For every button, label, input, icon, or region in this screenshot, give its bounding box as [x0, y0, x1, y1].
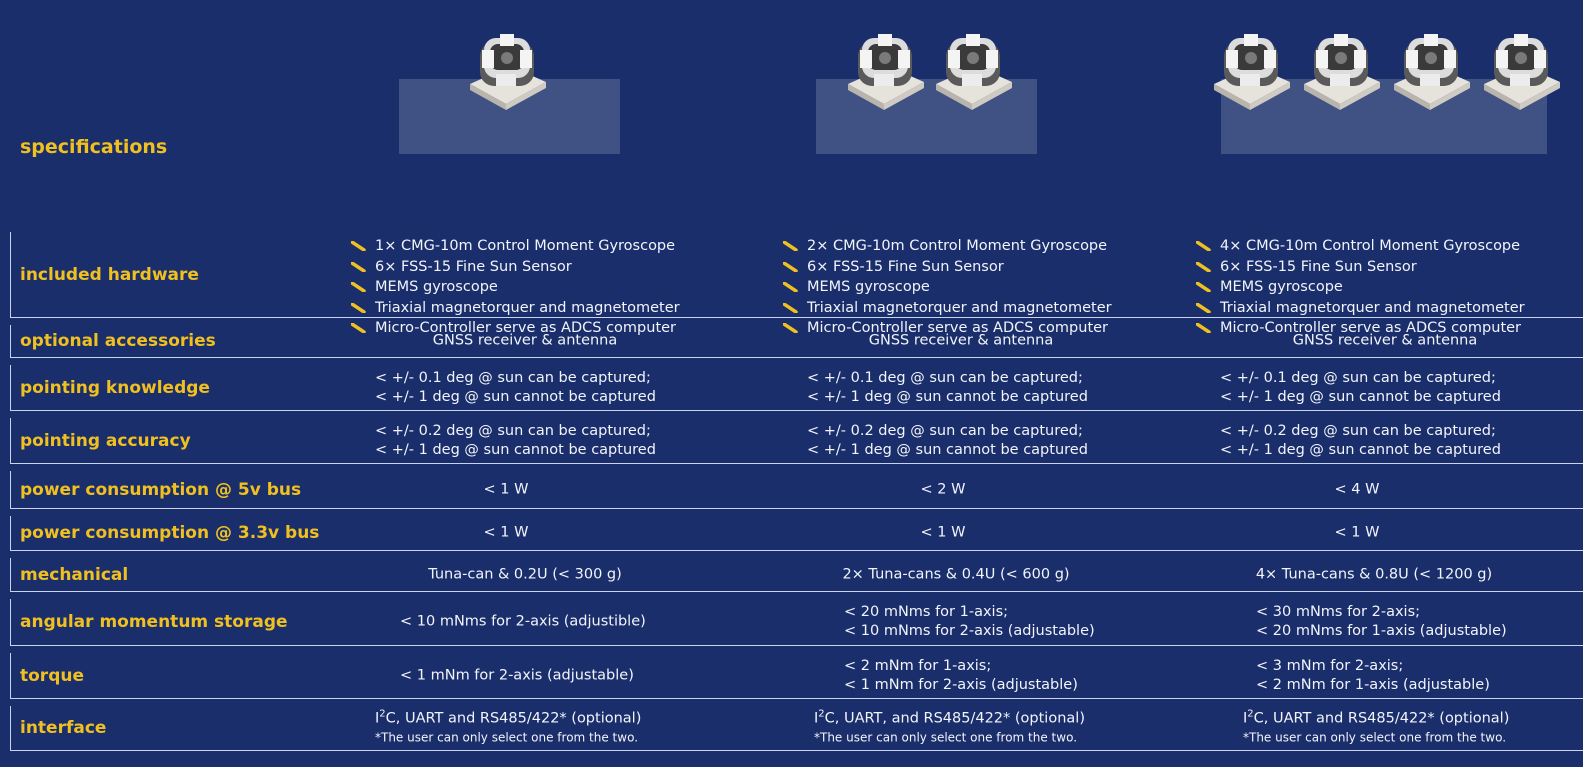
slash-bullet-icon: [351, 303, 366, 313]
slash-bullet-icon: [1196, 303, 1211, 313]
cell: GNSS receiver & antenna: [1292, 332, 1478, 349]
cell: Tuna-can & 0.2U (< 300 g): [428, 566, 622, 582]
cell: < +/- 0.1 deg @ sun can be captured; < +/- 1 deg @ sun cannot be captured: [807, 369, 1088, 405]
hardware-item-text: 2× CMG-10m Control Moment Gyroscope: [807, 238, 1108, 254]
row-angular-momentum: [10, 599, 1583, 646]
cell: < 2 W: [920, 481, 966, 497]
hardware-item-text: Micro-Controller serve as ADCS computer: [807, 320, 1109, 337]
hardware-item-text: Triaxial magnetorquer and magnetometer: [375, 299, 680, 316]
hardware-col-2: [783, 236, 1112, 339]
cell: 2× Tuna-cans & 0.4U (< 600 g): [842, 566, 1070, 582]
row-power-3v3: [10, 516, 1583, 551]
hardware-item-text: 6× FSS-15 Fine Sun Sensor: [807, 258, 1004, 275]
row-optional-accessories: [10, 325, 1583, 358]
cell: < 1 W: [483, 481, 529, 497]
slash-bullet-icon: [351, 241, 366, 251]
cmg-unit-icon: [462, 30, 550, 116]
slash-bullet-icon: [783, 282, 798, 292]
hardware-list-item: [351, 277, 680, 298]
hardware-item-text: Triaxial magnetorquer and magnetometer: [807, 299, 1112, 316]
row-label: torque: [20, 665, 84, 686]
cell: < 1 W: [483, 524, 529, 541]
row-pointing-accuracy: [10, 418, 1583, 464]
hardware-item-text: MEMS gyroscope: [375, 279, 498, 296]
cell: < 2 mNm for 1-axis; < 1 mNm for 2-axis (adjustable): [844, 657, 1078, 693]
row-label: optional accessories: [20, 331, 216, 351]
cell: < 30 mNms for 2-axis; < 20 mNms for 1-axis (adjustable): [1256, 604, 1507, 639]
cell: < 3 mNm for 2-axis; < 2 mNm for 1-axis (adjustable): [1256, 657, 1490, 693]
hardware-item-text: MEMS gyroscope: [807, 279, 930, 296]
hardware-list-item: [351, 257, 680, 278]
cmg-unit-icon: [928, 30, 1016, 116]
cell: < 20 mNms for 1-axis; < 10 mNms for 2-axis (adjustable): [844, 604, 1095, 639]
row-label: angular momentum storage: [20, 612, 288, 632]
cell: < +/- 0.1 deg @ sun can be captured; < +/- 1 deg @ sun cannot be captured: [375, 369, 656, 405]
cell: < +/- 0.1 deg @ sun can be captured; < +/- 1 deg @ sun cannot be captured: [1220, 369, 1501, 405]
slash-bullet-icon: [1196, 241, 1211, 251]
row-label: mechanical: [20, 564, 129, 585]
slash-bullet-icon: [783, 303, 798, 313]
hardware-list-item: [783, 298, 1112, 319]
slash-bullet-icon: [1196, 262, 1211, 272]
cell: 4× Tuna-cans & 0.8U (< 1200 g): [1255, 566, 1493, 582]
cell: $I^2C$, UART and RS485/422* (optional) *The user can only select one from the two.: [375, 708, 642, 745]
row-pointing-knowledge: [10, 365, 1583, 411]
hardware-list-item: [1196, 298, 1525, 319]
cmg-unit-icon: [1476, 30, 1564, 116]
cell: < 4 W: [1334, 481, 1380, 497]
row-included-hardware: [10, 232, 1583, 337]
hardware-list-item: [351, 298, 680, 319]
row-label: pointing knowledge: [20, 377, 210, 398]
row-torque: [10, 653, 1583, 699]
hardware-list-item: [1196, 277, 1525, 298]
hardware-list-item: [783, 257, 1112, 278]
slash-bullet-icon: [783, 262, 798, 272]
cell: < 1 mNm for 2-axis (adjustable): [400, 667, 634, 683]
slash-bullet-icon: [351, 262, 366, 272]
cell: GNSS receiver & antenna: [868, 332, 1054, 349]
hardware-item-text: 6× FSS-15 Fine Sun Sensor: [1220, 258, 1417, 275]
cell: < +/- 0.2 deg @ sun can be captured; < +/- 1 deg @ sun cannot be captured: [375, 422, 656, 458]
slash-bullet-icon: [351, 282, 366, 292]
slash-bullet-icon: [1196, 282, 1211, 292]
hardware-item-text: MEMS gyroscope: [1220, 279, 1343, 296]
hardware-item-text: 6× FSS-15 Fine Sun Sensor: [375, 258, 572, 275]
hardware-col-1: [351, 236, 680, 339]
cell: < +/- 0.2 deg @ sun can be captured; < +/- 1 deg @ sun cannot be captured: [807, 422, 1088, 458]
cell: < 10 mNms for 2-axis (adjustible): [400, 613, 646, 630]
cmg-unit-icon: [1386, 30, 1474, 116]
cmg-unit-icon: [840, 30, 928, 116]
cell: GNSS receiver & antenna: [432, 332, 618, 349]
hardware-list-item: [783, 277, 1112, 298]
row-interface: [10, 706, 1583, 751]
cell: < 1 W: [920, 524, 966, 541]
hardware-item-text: Micro-Controller serve as ADCS computer: [1220, 320, 1522, 337]
row-power-5v: [10, 471, 1583, 509]
hardware-item-text: 1× CMG-10m Control Moment Gyroscope: [375, 238, 676, 254]
cell: < 1 W: [1334, 524, 1380, 541]
hardware-item-text: 4× CMG-10m Control Moment Gyroscope: [1220, 238, 1521, 254]
hardware-item-text: Triaxial magnetorquer and magnetometer: [1220, 299, 1525, 316]
row-mechanical: [10, 558, 1583, 592]
hardware-list-item: [351, 236, 680, 257]
row-label: power consumption @ 3.3v bus: [20, 523, 320, 543]
hardware-list-item: [783, 236, 1112, 257]
page-title: specifications: [20, 136, 168, 158]
row-label: included hardware: [20, 264, 199, 285]
hardware-list-item: [1196, 257, 1525, 278]
cell: < +/- 0.2 deg @ sun can be captured; < +/- 1 deg @ sun cannot be captured: [1220, 422, 1501, 458]
hardware-list-item: [1196, 236, 1525, 257]
cmg-unit-icon: [1296, 30, 1384, 116]
slash-bullet-icon: [783, 241, 798, 251]
row-label: power consumption @ 5v bus: [20, 479, 302, 500]
hardware-item-text: Micro-Controller serve as ADCS computer: [375, 320, 677, 337]
cell: $I^2C$, UART, and RS485/422* (optional) *The user can only select one from the two.: [814, 708, 1085, 745]
hardware-col-3: [1196, 236, 1525, 339]
row-label: pointing accuracy: [20, 430, 191, 451]
cell: $I^2C$, UART and RS485/422* (optional) *The user can only select one from the two.: [1243, 708, 1510, 745]
cmg-unit-icon: [1206, 30, 1294, 116]
row-label: interface: [20, 718, 107, 738]
